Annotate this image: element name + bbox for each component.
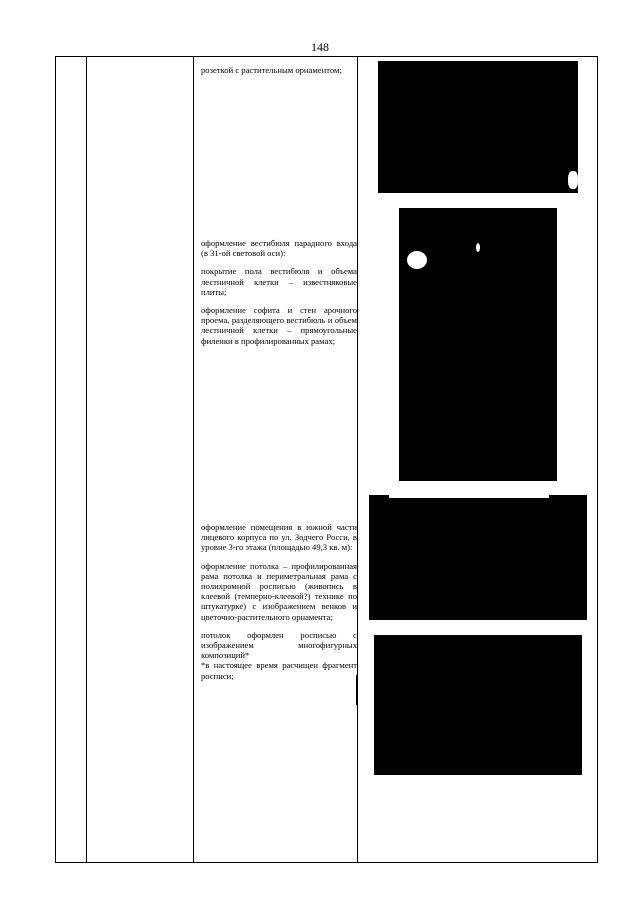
photo-room (369, 495, 587, 620)
paragraph: покрытие пола вестибюля и объема лестничной клетки – известняковые плиты; (201, 266, 357, 297)
paragraph: потолок оформлен росписью с изображением многофигурных композиций* (201, 629, 357, 661)
column-divider-3 (357, 57, 358, 862)
paragraph: оформление вестибюля парадного входа (в 31-ой световой оси): (201, 238, 357, 259)
paragraph: *в настоящее время расчищен фрагмент росписи; (201, 660, 357, 681)
column-divider-1 (86, 57, 87, 862)
photo-highlight (476, 243, 480, 252)
photo-highlight (568, 171, 578, 189)
photo-highlight (407, 251, 427, 269)
description-block-3 (201, 522, 357, 689)
scan-mark (356, 675, 358, 705)
description-block-2 (201, 238, 357, 354)
description-block-1 (201, 65, 357, 83)
photo-rosette (378, 61, 578, 193)
page-number: 148 (311, 40, 329, 54)
table-frame (55, 56, 598, 863)
column-divider-2 (193, 57, 194, 862)
paragraph: оформление помещения в южной части лицевого корпуса по ул. Зодчего Росси, в уровне 3-го этажа (площадью 49,3 кв. м): (201, 522, 357, 553)
photo-ceiling-painting (374, 635, 582, 775)
photo-vestibule (399, 208, 557, 481)
photo-edge-highlight (389, 495, 549, 498)
paragraph: розеткой с растительным орнаментом; (201, 65, 342, 75)
paragraph: оформление потолка – профилированная рама потолка и периметральная рама с полихромной росписью (живопись в клеевой (темперно-клеевой?) технике по штукатурке) с изображением венков и цветочно-растительного орнамента; (201, 560, 357, 622)
paragraph: оформление софита и стен арочного проема, разделяющего вестибюль и объем лестничной клетки – прямоугольные филенки в профилированных рамах; (201, 305, 357, 346)
